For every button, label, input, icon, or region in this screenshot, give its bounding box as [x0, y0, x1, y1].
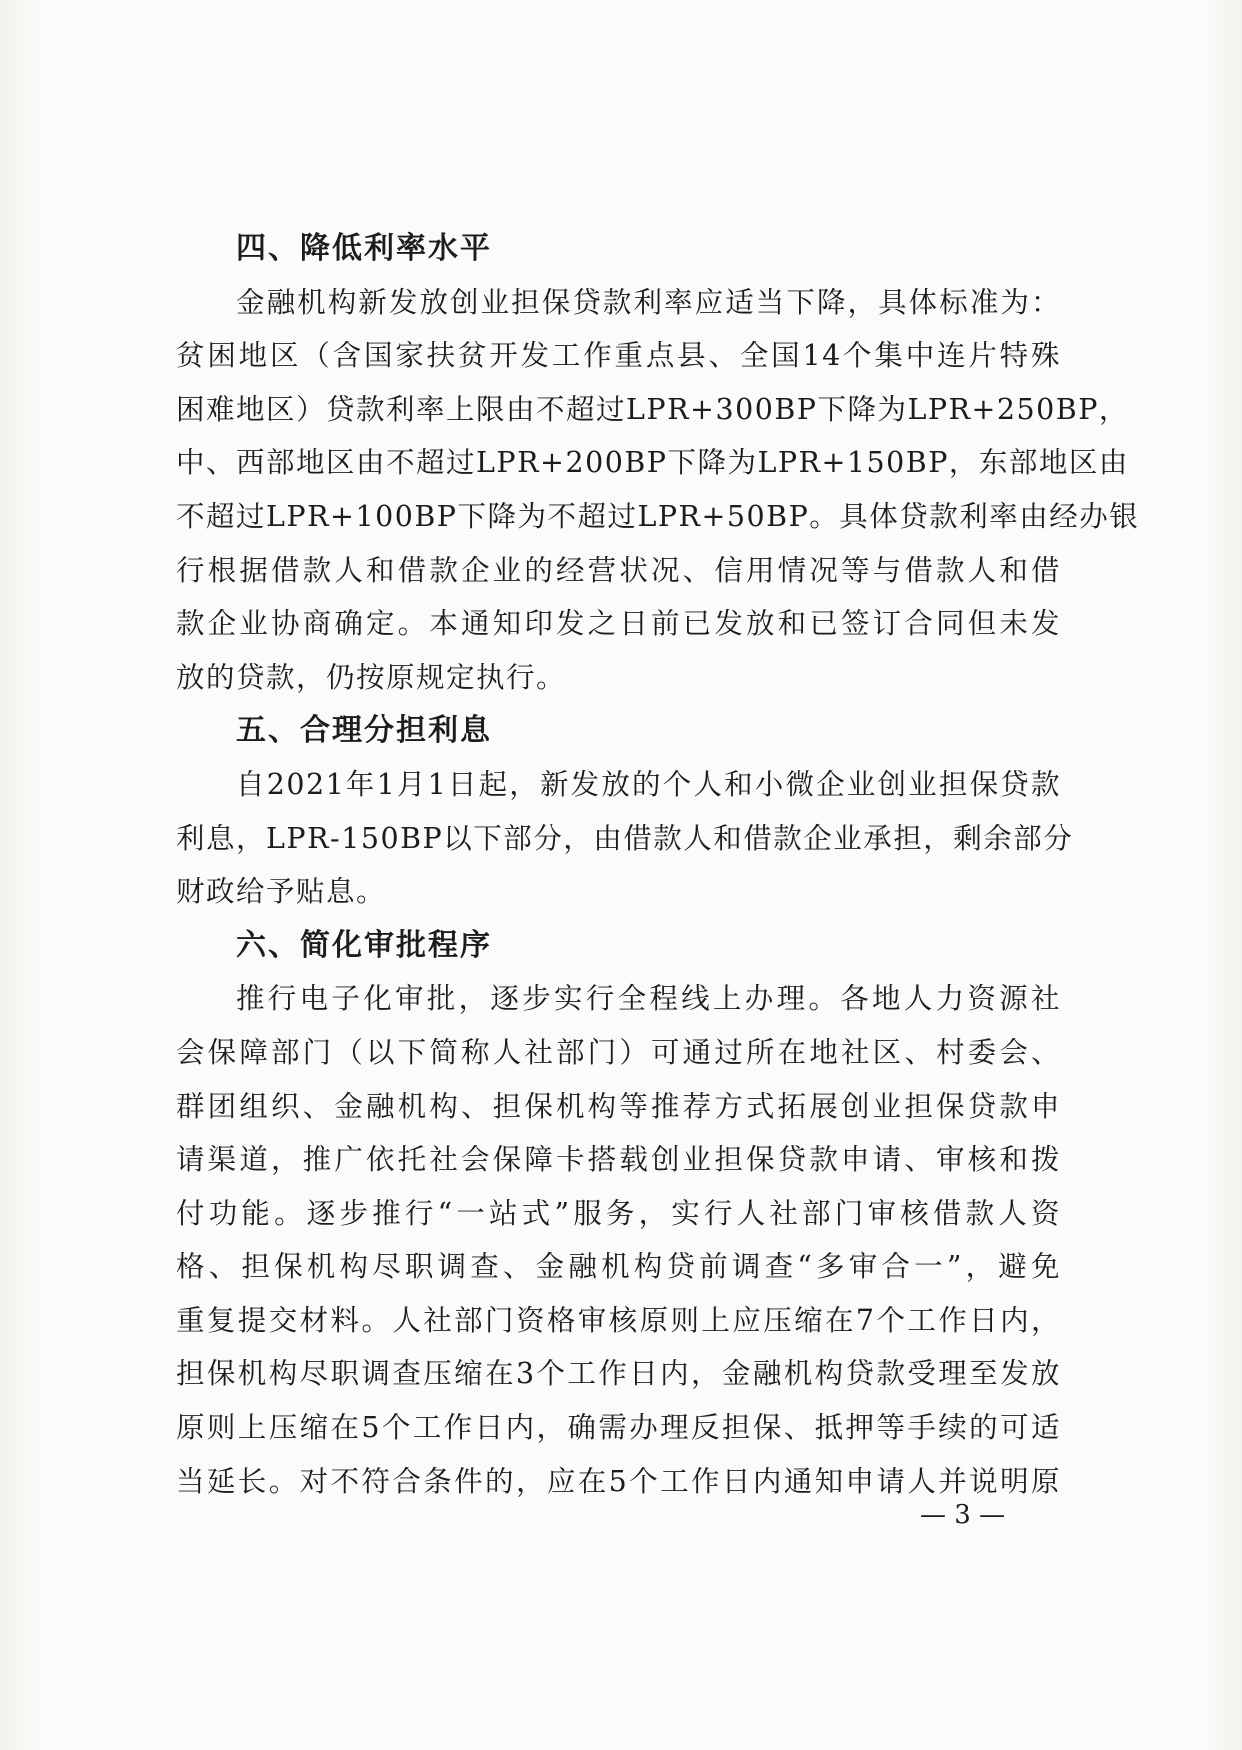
- paragraph-line: 贫困地区（含国家扶贫开发工作重点县、全国14个集中连片特殊: [176, 339, 1061, 373]
- paragraph-line: 会保障部门（以下简称人社部门）可通过所在地社区、村委会、: [176, 1035, 1061, 1069]
- paragraph-line: 利息，LPR-150BP以下部分，由借款人和借款企业承担，剩余部分: [176, 821, 1074, 855]
- section-6-paragraph: [176, 972, 1061, 1508]
- paragraph-line: 困难地区）贷款利率上限由不超过LPR+300BP下降为LPR+250BP，: [176, 392, 1129, 426]
- paragraph-line: 款企业协商确定。本通知印发之日前已发放和已签订合同但未发: [176, 607, 1061, 641]
- page-number: — 3 —: [920, 1500, 1006, 1530]
- section-4-paragraph: [176, 276, 1140, 705]
- paragraph-line: 财政给予贴息。: [176, 875, 387, 909]
- paragraph-line: 担保机构尽职调查压缩在3个工作日内，金融机构贷款受理至发放: [176, 1357, 1061, 1391]
- paragraph-line: 中、西部地区由不超过LPR+200BP下降为LPR+150BP，东部地区由: [176, 446, 1129, 480]
- section-heading-5: 五、合理分担利息: [236, 713, 492, 749]
- paragraph-line: 请渠道，推广依托社会保障卡搭载创业担保贷款申请、审核和拨: [176, 1143, 1061, 1177]
- section-heading-6: 六、简化审批程序: [236, 927, 492, 963]
- paragraph-line: 群团组织、金融机构、担保机构等推荐方式拓展创业担保贷款申: [176, 1089, 1061, 1123]
- section-heading-4: 四、降低利率水平: [236, 231, 492, 266]
- paragraph-line: 付功能。逐步推行“一站式”服务，实行人社部门审核借款人资: [176, 1196, 1061, 1230]
- document-body: [176, 222, 1140, 1508]
- paragraph-line: 金融机构新发放创业担保贷款利率应适当下降，具体标准为：: [236, 285, 1061, 319]
- paragraph-line: 放的贷款，仍按原规定执行。: [176, 660, 567, 694]
- paragraph-line: 推行电子化审批，逐步实行全程线上办理。各地人力资源社: [236, 982, 1061, 1016]
- paragraph-line: 行根据借款人和借款企业的经营状况、信用情况等与借款人和借: [176, 553, 1061, 587]
- paragraph-line: 当延长。对不符合条件的，应在5个工作日内通知申请人并说明原: [176, 1464, 1061, 1498]
- paragraph-line: 格、担保机构尽职调查、金融机构贷前调查“多审合一”，避免: [176, 1250, 1061, 1284]
- paragraph-line: 自2021年1月1日起，新发放的个人和小微企业创业担保贷款: [236, 767, 1061, 801]
- paragraph-line: 重复提交材料。人社部门资格审核原则上应压缩在7个工作日内，: [176, 1303, 1061, 1337]
- paragraph-line: 原则上压缩在5个工作日内，确需办理反担保、抵押等手续的可适: [176, 1411, 1061, 1445]
- paragraph-line: 不超过LPR+100BP下降为不超过LPR+50BP。具体贷款利率由经办银: [176, 499, 1140, 533]
- section-5-paragraph: [176, 758, 1074, 919]
